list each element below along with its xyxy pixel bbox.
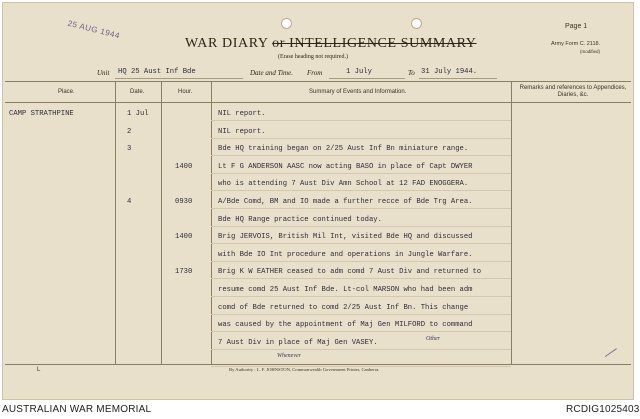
to-value: 31 July 1944.: [421, 68, 478, 76]
army-form-code: Army Form C. 2118.: [551, 41, 601, 47]
row-summary: Bde HQ Range practice continued today.: [218, 215, 382, 224]
col-divider-date: [161, 81, 162, 364]
col-header-summary: Summary of Events and Information.: [309, 89, 407, 95]
date-time-label: Date and Time.: [250, 69, 293, 77]
col-header-date: Date.: [130, 89, 145, 95]
col-divider-place: [115, 81, 116, 364]
army-form-note: (modified): [580, 49, 601, 54]
to-underline: [419, 78, 497, 79]
ruled-line: [211, 261, 511, 262]
ruled-line: [211, 331, 511, 332]
title-struck-intelligence-summary: or INTELLIGENCE SUMMARY: [272, 36, 477, 51]
row-hour: 1400: [175, 162, 193, 171]
row-summary: Brig K W EATHER ceased to adm comd 7 Aust Div and returned to: [218, 268, 482, 277]
row-date: 4: [127, 198, 132, 206]
row-summary: NIL report.: [218, 110, 266, 118]
ruled-line: [211, 278, 511, 279]
ruled-line: [211, 349, 511, 350]
row-summary: was caused by the appointment of Maj Gen MILFORD to command: [218, 321, 473, 330]
page-number: Page 1: [565, 23, 588, 30]
row-summary: comd of Bde returned to comd 2/25 Aust Inf Bn. This change: [218, 303, 469, 312]
to-label: To: [408, 69, 415, 77]
row-date: 3: [127, 145, 132, 154]
row-hour: 0930: [175, 198, 193, 206]
row-summary: with Bde IO Int procedure and operations in Jungle Warfare.: [218, 250, 473, 259]
title-erase-note: (Erase heading not required.): [278, 54, 348, 60]
col-divider-hour: [211, 81, 212, 364]
row-summary: Bde HQ training began on 2/25 Aust Inf Bn miniature range.: [218, 145, 469, 154]
title-war-diary: WAR DIARY: [185, 36, 269, 51]
punch-hole-right: [411, 18, 422, 29]
footer-record-id: RCDIG1025403: [566, 404, 640, 415]
ruled-line: [211, 138, 511, 139]
from-value: 1 July: [346, 68, 372, 76]
ruled-line: [211, 243, 511, 244]
col-header-remarks: Remarks and references to Appendices, Diaries, &c.: [519, 85, 627, 98]
row-summary: resume comd 25 Aust Inf Bde. Lt-col MARSON who had been adm: [218, 286, 473, 294]
received-date-stamp: 25 AUG 1944: [66, 18, 121, 41]
row-date: 2: [127, 127, 132, 136]
from-label: From: [307, 69, 323, 77]
footer-institution: AUSTRALIAN WAR MEMORIAL: [2, 404, 152, 415]
punch-hole-left: [281, 18, 292, 29]
diary-sheet: [2, 2, 634, 400]
row-hour: 1730: [175, 268, 193, 277]
row-summary: Lt F G ANDERSON AASC now acting BASO in place of Capt DWYER: [218, 162, 473, 171]
ruled-line: [211, 120, 511, 121]
ruled-line: [211, 190, 511, 191]
row-date: 1 Jul: [127, 110, 149, 118]
row-summary: NIL report.: [218, 127, 266, 136]
ruled-line: [211, 173, 511, 174]
ruled-line: [211, 155, 511, 156]
col-header-hour: Hour.: [178, 89, 193, 95]
ruled-line: [211, 226, 511, 227]
row-hour: 1400: [175, 233, 193, 242]
col-header-place: Place.: [58, 89, 75, 95]
archive-footer: [0, 400, 640, 419]
ruled-line: [211, 208, 511, 209]
from-underline: [329, 78, 405, 79]
table-bottom-rule: [5, 364, 631, 365]
handwritten-annotation-other: Other: [426, 336, 440, 342]
row-summary: Brig JERVOIS, British Mil Int, visited Bde HQ and discussed: [218, 233, 473, 242]
diary-title: [185, 36, 477, 52]
unit-value: HQ 25 Aust Inf Bde: [118, 68, 196, 76]
row-summary: who is attending 7 Aust Div Amn School at 12 FAD ENOGGERA.: [218, 180, 469, 189]
row-place: CAMP STRATHPINE: [9, 110, 74, 118]
bottom-corner-mark: L: [37, 367, 41, 373]
unit-label: Unit: [97, 69, 110, 77]
ruled-line: [211, 296, 511, 297]
printer-authority-line: By Authority : L. F. JOHNSTON, Commonwealth Government Printer, Canberra.: [229, 367, 380, 372]
unit-underline: [115, 78, 243, 79]
table-top-rule: [5, 81, 631, 82]
margin-scribble-mark: [599, 340, 617, 357]
handwritten-annotation-whenever: Whenever: [277, 353, 301, 359]
table-header-rule: [5, 102, 631, 103]
row-summary: 7 Aust Div in place of Maj Gen VASEY.: [218, 338, 378, 347]
ruled-line: [211, 314, 511, 315]
row-summary: A/Bde Comd, BM and IO made a further recce of Bde Trg Area.: [218, 198, 473, 206]
col-divider-summary: [511, 81, 512, 364]
